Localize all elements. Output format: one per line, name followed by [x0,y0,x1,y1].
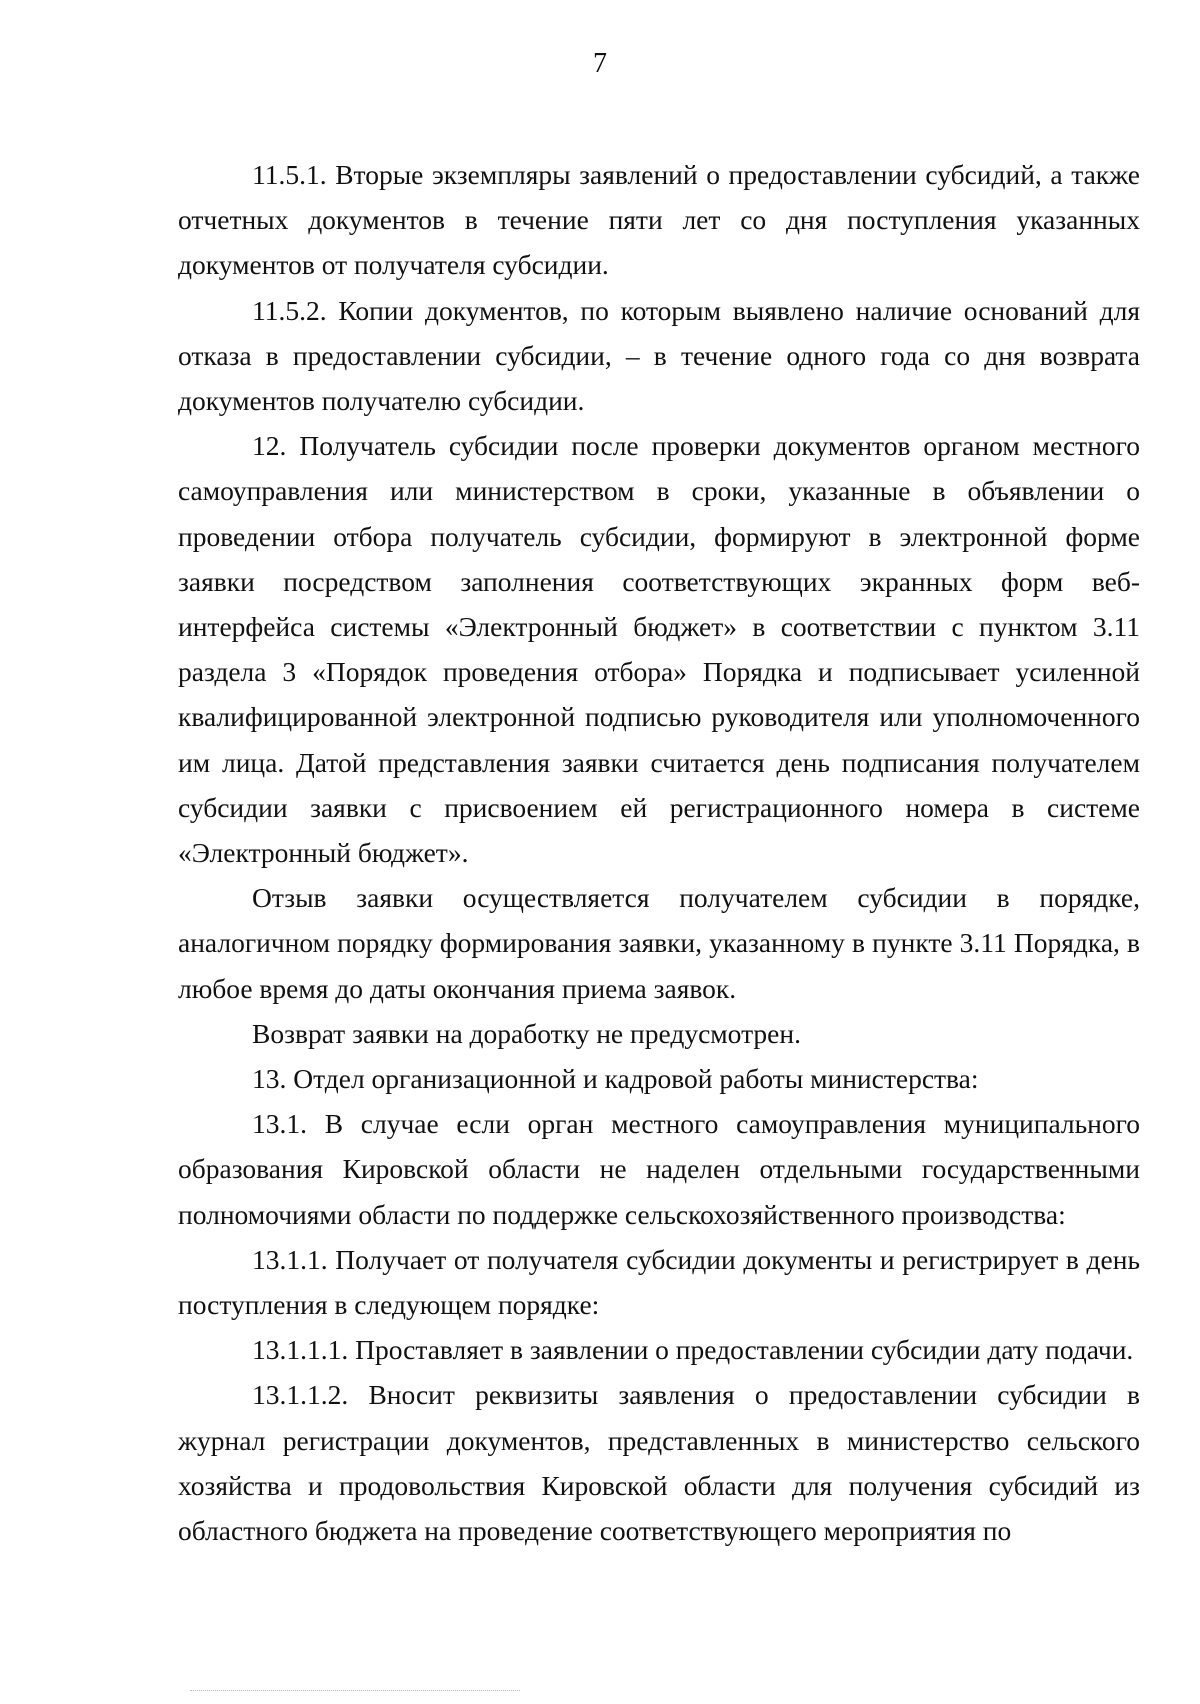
page-number: 7 [593,48,607,79]
paragraph-13: 13. Отдел организационной и кадровой работы министерства: [252,1063,979,1095]
paragraph-13-1-1: 13.1.1. Получает от получателя субсидии документы и регистрирует в день поступления в следующем порядке: [178,1243,1140,1321]
paragraph-12: 12. Получатель субсидии после проверки документов органом местного самоуправления или министерством в сроки, указанные в объявлении о проведении отбора получатель субсидии, формируют в электронной форме заявки посредством заполнения соответствующих экранных форм веб-интерфейса системы «Электронный бюджет» в соответствии с пунктом 3.11 раздела 3 «Порядок проведения отбора» Порядка и подписывает усиленной квалифицированной электронной подписью руководителя или уполномоченного им лица. Датой представления заявки считается день подписания получателем субсидии заявки с присвоением ей регистрационного номера в системе «Электронный бюджет». [178,430,1140,869]
paragraph-13-1-1-2: 13.1.1.2. Вносит реквизиты заявления о предоставлении субсидии в журнал регистрации документов, представленных в министерство сельского хозяйства и продовольствия Кировской области для получения субсидий из областного бюджета на проведение соответствующего мероприятия по [178,1379,1140,1547]
paragraph-11-5-1: 11.5.1. Вторые экземпляры заявлений о предоставлении субсидий, а также отчетных документов в течение пяти лет со дня поступления указанных документов от получателя субсидии. [178,159,1140,281]
document-body [178,152,1140,1553]
paragraph-withdrawal: Отзыв заявки осуществляется получателем субсидии в порядке, аналогичном порядку формирования заявки, указанному в пункте 3.11 Порядка, в любое время до даты окончания приема заявок. [178,882,1140,1004]
paragraph-13-1-1-1: 13.1.1.1. Проставляет в заявлении о предоставлении субсидии дату подачи. [252,1334,1134,1366]
paragraph-no-return: Возврат заявки на доработку не предусмотрен. [252,1017,801,1049]
scan-artifact [190,1690,520,1697]
paragraph-13-1: 13.1. В случае если орган местного самоуправления муниципального образования Кировской области не наделен отдельными государственными полномочиями области по поддержке сельскохозяйственного производства: [178,1108,1140,1230]
paragraph-11-5-2: 11.5.2. Копии документов, по которым выявлено наличие оснований для отказа в предоставлении субсидии, – в течение одного года со дня возврата документов получателю субсидии. [178,294,1140,417]
